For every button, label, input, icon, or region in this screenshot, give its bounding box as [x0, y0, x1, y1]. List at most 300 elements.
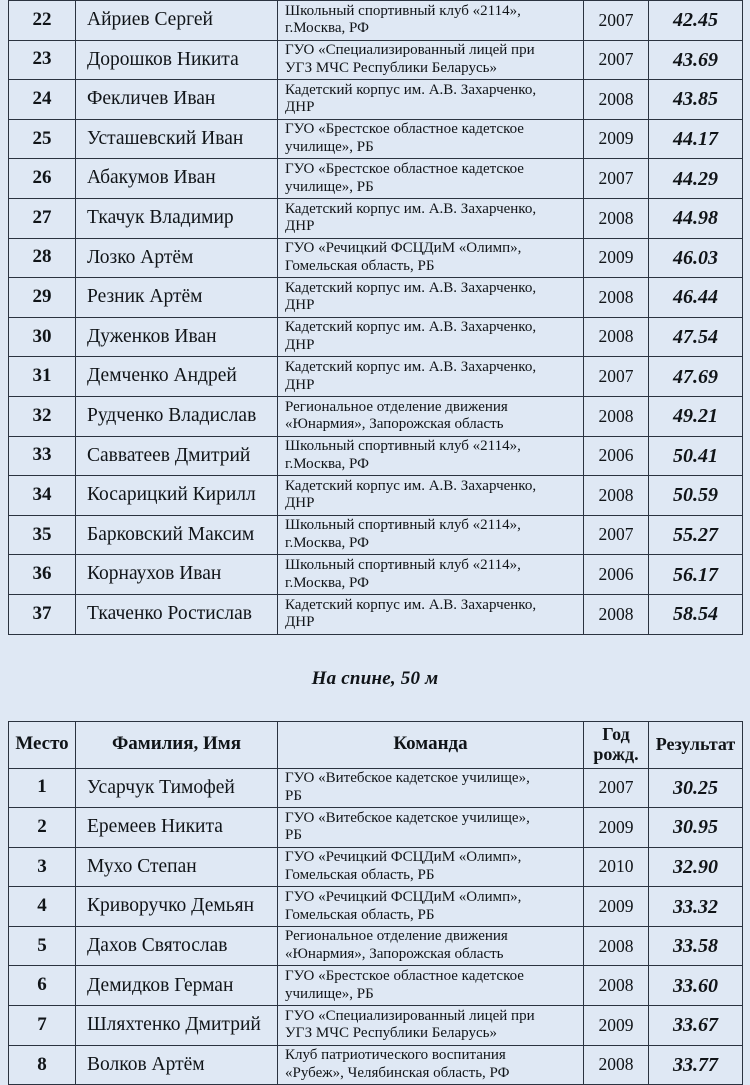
athlete-name: Барковский Максим [76, 524, 277, 546]
cell-place [9, 159, 76, 199]
cell-place [9, 238, 76, 278]
team-name [278, 809, 583, 846]
cell-team [278, 40, 584, 80]
cell-place [9, 278, 76, 318]
place-value: 25 [9, 129, 75, 150]
result-value: 50.41 [649, 445, 742, 467]
result-value: 56.17 [649, 564, 742, 586]
athlete-name: Усарчук Тимофей [76, 777, 277, 799]
team-name-line1: Школьный спортивный клуб «2114», [285, 438, 579, 456]
athlete-name: Усташевский Иван [76, 128, 277, 150]
cell-name [76, 555, 278, 595]
team-name-line2: «Юнармия», Запорожская область [285, 416, 579, 434]
cell-result [649, 1006, 743, 1046]
team-name-line2: г.Москва, РФ [285, 456, 579, 474]
team-name-line1: Кадетский корпус им. А.В. Захарченко, [285, 82, 579, 100]
table-row [9, 476, 743, 516]
birth-year-value: 2008 [584, 486, 648, 505]
cell-birth-year [584, 768, 649, 808]
cell-name [76, 436, 278, 476]
cell-name [76, 887, 278, 927]
result-value: 50.59 [649, 484, 742, 506]
result-value: 46.03 [649, 247, 742, 269]
cell-place [9, 357, 76, 397]
athlete-name: Савватеев Дмитрий [76, 445, 277, 467]
birth-year-value: 2008 [584, 937, 648, 956]
team-name [278, 1007, 583, 1044]
table-row [9, 119, 743, 159]
birth-year-value: 2006 [584, 565, 648, 584]
cell-name [76, 80, 278, 120]
team-name [278, 848, 583, 885]
athlete-name: Абакумов Иван [76, 167, 277, 189]
place-value: 24 [9, 89, 75, 110]
cell-result [649, 1, 743, 41]
spacer-below-section-title [0, 688, 750, 721]
cell-place [9, 1045, 76, 1085]
birth-year-value: 2008 [584, 976, 648, 995]
cell-birth-year [584, 926, 649, 966]
cell-result [649, 357, 743, 397]
column-header-year-label [584, 725, 648, 764]
team-name-line1: ГУО «Брестское областное кадетское [285, 968, 579, 986]
team-name [278, 200, 583, 237]
result-value: 33.67 [649, 1014, 742, 1036]
table-row [9, 436, 743, 476]
team-name-line1: Региональное отделение движения [285, 399, 579, 417]
table-row [9, 1, 743, 41]
result-value: 44.17 [649, 128, 742, 150]
cell-birth-year [584, 847, 649, 887]
table-row [9, 966, 743, 1006]
team-name-line2: РБ [285, 827, 579, 845]
athlete-name: Демченко Андрей [76, 365, 277, 387]
team-name-line1: ГУО «Специализированный лицей при [285, 42, 579, 60]
cell-name [76, 1, 278, 41]
team-name [278, 398, 583, 435]
place-value: 1 [9, 777, 75, 798]
cell-place [9, 555, 76, 595]
cell-result [649, 555, 743, 595]
team-name-line1: Школьный спортивный клуб «2114», [285, 517, 579, 535]
cell-team [278, 515, 584, 555]
team-name [278, 358, 583, 395]
team-name [278, 2, 583, 39]
team-name-line1: Кадетский корпус им. А.В. Захарченко, [285, 280, 579, 298]
team-name [278, 279, 583, 316]
cell-result [649, 278, 743, 318]
cell-name [76, 40, 278, 80]
team-name-line1: Региональное отделение движения [285, 928, 579, 946]
result-value: 49.21 [649, 405, 742, 427]
cell-name [76, 238, 278, 278]
cell-team [278, 966, 584, 1006]
cell-name [76, 119, 278, 159]
result-value: 55.27 [649, 524, 742, 546]
cell-birth-year [584, 198, 649, 238]
table-row [9, 278, 743, 318]
athlete-name: Айриев Сергей [76, 9, 277, 31]
result-value: 44.29 [649, 168, 742, 190]
column-header-team [278, 721, 584, 768]
team-name [278, 477, 583, 514]
birth-year-value: 2008 [584, 288, 648, 307]
athlete-name: Ткачук Владимир [76, 207, 277, 229]
column-header-year-line1: Год [586, 725, 646, 744]
team-name-line1: Клуб патриотического воспитания [285, 1047, 579, 1065]
cell-birth-year [584, 555, 649, 595]
result-value: 58.54 [649, 603, 742, 625]
table-row [9, 1006, 743, 1046]
column-header-year [584, 721, 649, 768]
place-value: 28 [9, 247, 75, 268]
place-value: 6 [9, 975, 75, 996]
cell-name [76, 159, 278, 199]
cell-team [278, 808, 584, 848]
cell-team [278, 80, 584, 120]
birth-year-value: 2007 [584, 50, 648, 69]
result-value: 42.45 [649, 9, 742, 31]
cell-place [9, 768, 76, 808]
place-value: 32 [9, 406, 75, 427]
team-name [278, 81, 583, 118]
team-name-line1: Кадетский корпус им. А.В. Захарченко, [285, 359, 579, 377]
cell-team [278, 436, 584, 476]
team-name-line2: «Рубеж», Челябинская область, РФ [285, 1065, 579, 1083]
table-row [9, 594, 743, 634]
place-value: 36 [9, 564, 75, 585]
place-value: 4 [9, 896, 75, 917]
team-name-line1: ГУО «Речицкий ФСЦДиМ «Олимп», [285, 240, 579, 258]
place-value: 29 [9, 287, 75, 308]
cell-name [76, 847, 278, 887]
place-value: 34 [9, 485, 75, 506]
table-row [9, 238, 743, 278]
cell-place [9, 594, 76, 634]
athlete-name: Дорошков Никита [76, 49, 277, 71]
table-row [9, 808, 743, 848]
cell-birth-year [584, 80, 649, 120]
place-value: 27 [9, 208, 75, 229]
column-header-place-label: Место [9, 734, 75, 755]
cell-result [649, 40, 743, 80]
cell-place [9, 847, 76, 887]
cell-result [649, 317, 743, 357]
team-name [278, 967, 583, 1004]
team-name-line1: ГУО «Брестское областное кадетское [285, 121, 579, 139]
result-value: 32.90 [649, 856, 742, 878]
team-name-line2: ДНР [285, 614, 579, 632]
cell-name [76, 278, 278, 318]
team-name-line1: Кадетский корпус им. А.В. Захарченко, [285, 201, 579, 219]
column-header-result-label: Результат [649, 735, 742, 754]
team-name-line2: УГЗ МЧС Республики Беларусь» [285, 1025, 579, 1043]
cell-team [278, 1, 584, 41]
place-value: 26 [9, 168, 75, 189]
birth-year-value: 2009 [584, 1016, 648, 1035]
spacer-above-section-title [0, 635, 750, 669]
cell-place [9, 198, 76, 238]
cell-team [278, 119, 584, 159]
cell-result [649, 436, 743, 476]
team-name-line2: УГЗ МЧС Республики Беларусь» [285, 60, 579, 78]
birth-year-value: 2007 [584, 367, 648, 386]
section-title-backstroke-50m: На спине, 50 м [0, 669, 750, 688]
team-name-line1: ГУО «Речицкий ФСЦДиМ «Олимп», [285, 849, 579, 867]
table-row [9, 159, 743, 199]
athlete-name: Рудченко Владислав [76, 405, 277, 427]
place-value: 31 [9, 366, 75, 387]
birth-year-value: 2008 [584, 209, 648, 228]
cell-name [76, 317, 278, 357]
team-name-line1: Школьный спортивный клуб «2114», [285, 3, 579, 21]
birth-year-value: 2007 [584, 525, 648, 544]
cell-place [9, 436, 76, 476]
athlete-name: Лозко Артём [76, 247, 277, 269]
birth-year-value: 2009 [584, 897, 648, 916]
team-name-line2: ДНР [285, 297, 579, 315]
team-name-line2: училище», РБ [285, 986, 579, 1004]
team-name-line2: ДНР [285, 99, 579, 117]
cell-name [76, 198, 278, 238]
team-name-line2: Гомельская область, РБ [285, 258, 579, 276]
team-name-line1: Кадетский корпус им. А.В. Захарченко, [285, 478, 579, 496]
cell-team [278, 847, 584, 887]
cell-name [76, 1045, 278, 1085]
team-name-line1: ГУО «Витебское кадетское училище», [285, 810, 579, 828]
birth-year-value: 2007 [584, 11, 648, 30]
table-row [9, 926, 743, 966]
team-name-line2: ДНР [285, 377, 579, 395]
team-name-line2: ДНР [285, 337, 579, 355]
birth-year-value: 2008 [584, 327, 648, 346]
cell-result [649, 80, 743, 120]
cell-result [649, 966, 743, 1006]
cell-team [278, 159, 584, 199]
cell-result [649, 887, 743, 927]
freestyle-results-table-continued [8, 0, 743, 635]
result-value: 46.44 [649, 286, 742, 308]
cell-birth-year [584, 594, 649, 634]
birth-year-value: 2009 [584, 248, 648, 267]
cell-birth-year [584, 159, 649, 199]
cell-birth-year [584, 808, 649, 848]
table-row [9, 847, 743, 887]
cell-birth-year [584, 1, 649, 41]
cell-team [278, 768, 584, 808]
backstroke-50m-results-table [8, 721, 743, 1085]
place-value: 30 [9, 327, 75, 348]
team-name-line2: Гомельская область, РБ [285, 907, 579, 925]
athlete-name: Дахов Святослав [76, 935, 277, 957]
cell-name [76, 768, 278, 808]
team-name [278, 41, 583, 78]
place-value: 35 [9, 525, 75, 546]
team-name [278, 437, 583, 474]
cell-result [649, 119, 743, 159]
cell-place [9, 476, 76, 516]
place-value: 37 [9, 604, 75, 625]
result-value: 33.60 [649, 975, 742, 997]
column-header-name-label: Фамилия, Имя [76, 734, 277, 755]
cell-name [76, 357, 278, 397]
cell-team [278, 555, 584, 595]
cell-name [76, 396, 278, 436]
team-name [278, 888, 583, 925]
cell-birth-year [584, 396, 649, 436]
athlete-name: Мухо Степан [76, 856, 277, 878]
cell-birth-year [584, 1006, 649, 1046]
column-header-name [76, 721, 278, 768]
cell-birth-year [584, 966, 649, 1006]
cell-place [9, 808, 76, 848]
cell-result [649, 476, 743, 516]
cell-place [9, 926, 76, 966]
team-name-line1: ГУО «Брестское областное кадетское [285, 161, 579, 179]
result-value: 47.69 [649, 366, 742, 388]
result-value: 30.95 [649, 816, 742, 838]
cell-result [649, 396, 743, 436]
team-name-line1: ГУО «Специализированный лицей при [285, 1008, 579, 1026]
cell-result [649, 198, 743, 238]
cell-name [76, 926, 278, 966]
cell-birth-year [584, 40, 649, 80]
team-name-line2: Гомельская область, РБ [285, 867, 579, 885]
result-value: 43.85 [649, 88, 742, 110]
result-value: 43.69 [649, 49, 742, 71]
athlete-name: Волков Артём [76, 1054, 277, 1076]
column-header-year-line2: рожд. [586, 745, 646, 764]
cell-place [9, 317, 76, 357]
athlete-name: Резник Артём [76, 286, 277, 308]
column-header-result [649, 721, 743, 768]
cell-result [649, 768, 743, 808]
cell-team [278, 396, 584, 436]
birth-year-value: 2008 [584, 90, 648, 109]
athlete-name: Ткаченко Ростислав [76, 603, 277, 625]
team-name [278, 769, 583, 806]
cell-birth-year [584, 238, 649, 278]
place-value: 33 [9, 445, 75, 466]
table-row [9, 887, 743, 927]
cell-birth-year [584, 1045, 649, 1085]
cell-team [278, 1006, 584, 1046]
birth-year-value: 2008 [584, 605, 648, 624]
table-row [9, 80, 743, 120]
table-row [9, 1045, 743, 1085]
cell-result [649, 926, 743, 966]
result-value: 33.58 [649, 935, 742, 957]
athlete-name: Демидков Герман [76, 975, 277, 997]
team-name [278, 1046, 583, 1083]
cell-result [649, 238, 743, 278]
table-row [9, 40, 743, 80]
cell-team [278, 926, 584, 966]
team-name-line2: г.Москва, РФ [285, 535, 579, 553]
cell-team [278, 317, 584, 357]
place-value: 22 [9, 10, 75, 31]
team-name-line1: ГУО «Речицкий ФСЦДиМ «Олимп», [285, 889, 579, 907]
athlete-name: Фекличев Иван [76, 88, 277, 110]
birth-year-value: 2010 [584, 857, 648, 876]
place-value: 23 [9, 49, 75, 70]
team-name-line2: училище», РБ [285, 179, 579, 197]
birth-year-value: 2007 [584, 778, 648, 797]
team-name [278, 516, 583, 553]
athlete-name: Шляхтенко Дмитрий [76, 1014, 277, 1036]
cell-result [649, 159, 743, 199]
team-name [278, 120, 583, 157]
table-row [9, 317, 743, 357]
table-row [9, 768, 743, 808]
cell-birth-year [584, 515, 649, 555]
cell-name [76, 594, 278, 634]
table-row [9, 198, 743, 238]
cell-birth-year [584, 476, 649, 516]
cell-place [9, 80, 76, 120]
cell-name [76, 476, 278, 516]
birth-year-value: 2008 [584, 407, 648, 426]
column-header-team-label: Команда [278, 734, 583, 755]
cell-place [9, 40, 76, 80]
table-row [9, 555, 743, 595]
result-value: 33.32 [649, 896, 742, 918]
athlete-name: Косарицкий Кирилл [76, 484, 277, 506]
cell-place [9, 1, 76, 41]
cell-name [76, 515, 278, 555]
athlete-name: Корнаухов Иван [76, 563, 277, 585]
cell-team [278, 594, 584, 634]
team-name-line2: г.Москва, РФ [285, 20, 579, 38]
table-row [9, 357, 743, 397]
team-name-line2: г.Москва, РФ [285, 575, 579, 593]
cell-place [9, 966, 76, 1006]
birth-year-value: 2008 [584, 1055, 648, 1074]
cell-result [649, 1045, 743, 1085]
team-name-line1: Школьный спортивный клуб «2114», [285, 557, 579, 575]
place-value: 8 [9, 1055, 75, 1076]
birth-year-value: 2006 [584, 446, 648, 465]
place-value: 7 [9, 1015, 75, 1036]
cell-team [278, 357, 584, 397]
cell-team [278, 198, 584, 238]
result-value: 30.25 [649, 777, 742, 799]
cell-name [76, 966, 278, 1006]
cell-place [9, 1006, 76, 1046]
birth-year-value: 2009 [584, 129, 648, 148]
cell-team [278, 278, 584, 318]
cell-result [649, 808, 743, 848]
cell-place [9, 515, 76, 555]
cell-result [649, 847, 743, 887]
team-name [278, 556, 583, 593]
cell-name [76, 1006, 278, 1046]
team-name-line1: Кадетский корпус им. А.В. Захарченко, [285, 319, 579, 337]
team-name [278, 318, 583, 355]
cell-team [278, 887, 584, 927]
result-value: 44.98 [649, 207, 742, 229]
table-row [9, 396, 743, 436]
cell-result [649, 594, 743, 634]
cell-place [9, 887, 76, 927]
team-name-line2: «Юнармия», Запорожская область [285, 946, 579, 964]
team-name-line1: Кадетский корпус им. А.В. Захарченко, [285, 597, 579, 615]
cell-team [278, 238, 584, 278]
athlete-name: Дуженков Иван [76, 326, 277, 348]
cell-place [9, 396, 76, 436]
athlete-name: Еремеев Никита [76, 816, 277, 838]
cell-birth-year [584, 357, 649, 397]
